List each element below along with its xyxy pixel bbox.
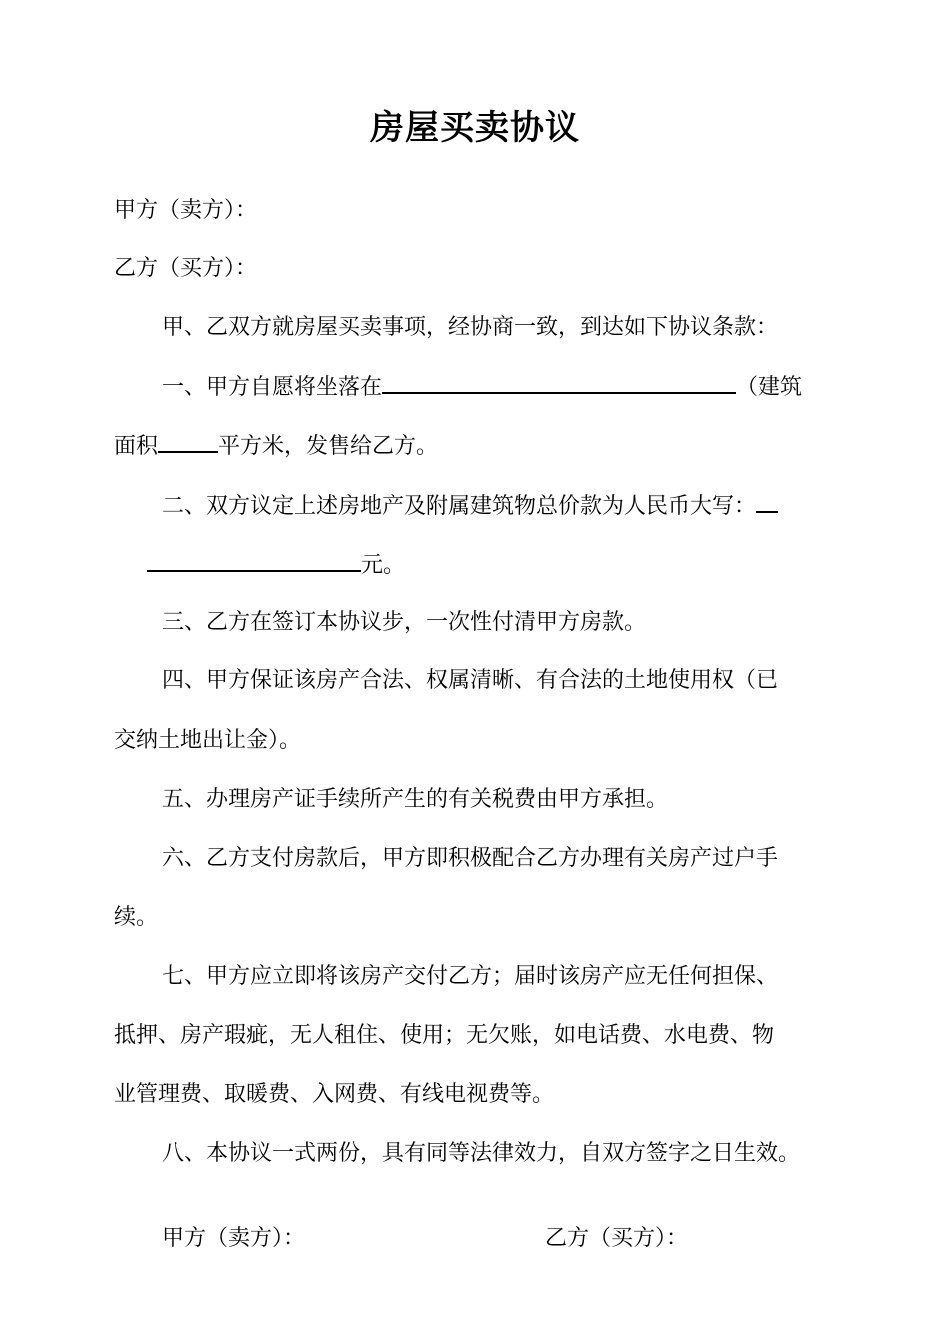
clause-2-text-a: 二、双方议定上述房地产及附属建筑物总价款为人民币大写： [162, 494, 757, 519]
clause-1-text-d: 平方米，发售给乙方。 [218, 434, 439, 459]
clause-3: 三、乙方在签订本协议步，一次性付清甲方房款。 [162, 610, 647, 635]
area-blank [158, 431, 218, 453]
document-title: 房屋买卖协议 [370, 108, 580, 148]
party-a-label: 甲方（卖方）： [114, 198, 258, 223]
signature-party-b: 乙方（买方）： [545, 1226, 689, 1251]
clause-1-text-a: 一、甲方自愿将坐落在 [162, 375, 383, 400]
clause-7-line-2: 抵押、房产瑕疵，无人租住、使用；无欠账，如电话费、水电费、物 [114, 1023, 775, 1048]
clause-1-line-1 [162, 372, 802, 403]
clause-1-text-c: 面积 [114, 434, 159, 459]
intro-paragraph: 甲、乙双方就房屋买卖事项，经协商一致，到达如下协议条款： [162, 315, 779, 340]
clause-1-text-b: （建筑 [736, 375, 803, 400]
clause-1-line-2 [114, 431, 438, 462]
clause-6-line-1: 六、乙方支付房款后，甲方即积极配合乙方办理有关房产过户手 [162, 846, 779, 871]
price-blank-start [756, 491, 778, 513]
clause-4-line-1: 四、甲方保证该房产合法、权属清晰、有合法的土地使用权（已 [162, 668, 779, 693]
clause-5: 五、办理房产证手续所产生的有关税费由甲方承担。 [162, 787, 669, 812]
location-blank [382, 372, 736, 394]
clause-2-text-b: 元。 [361, 553, 406, 578]
clause-8: 八、本协议一式两份，具有同等法律效力，自双方签字之日生效。 [162, 1141, 801, 1166]
price-blank [147, 550, 361, 572]
clause-4-line-2: 交纳土地出让金）。 [114, 728, 302, 753]
clause-2-line-2 [147, 550, 405, 581]
clause-7-line-3: 业管理费、取暖费、入网费、有线电视费等。 [114, 1082, 555, 1107]
party-b-label: 乙方（买方）： [114, 256, 258, 281]
clause-2-line-1 [162, 491, 778, 522]
signature-party-a: 甲方（卖方）： [162, 1226, 306, 1251]
clause-6-line-2: 续。 [114, 905, 159, 930]
clause-7-line-1: 七、甲方应立即将该房产交付乙方；届时该房产应无任何担保、 [162, 964, 779, 989]
